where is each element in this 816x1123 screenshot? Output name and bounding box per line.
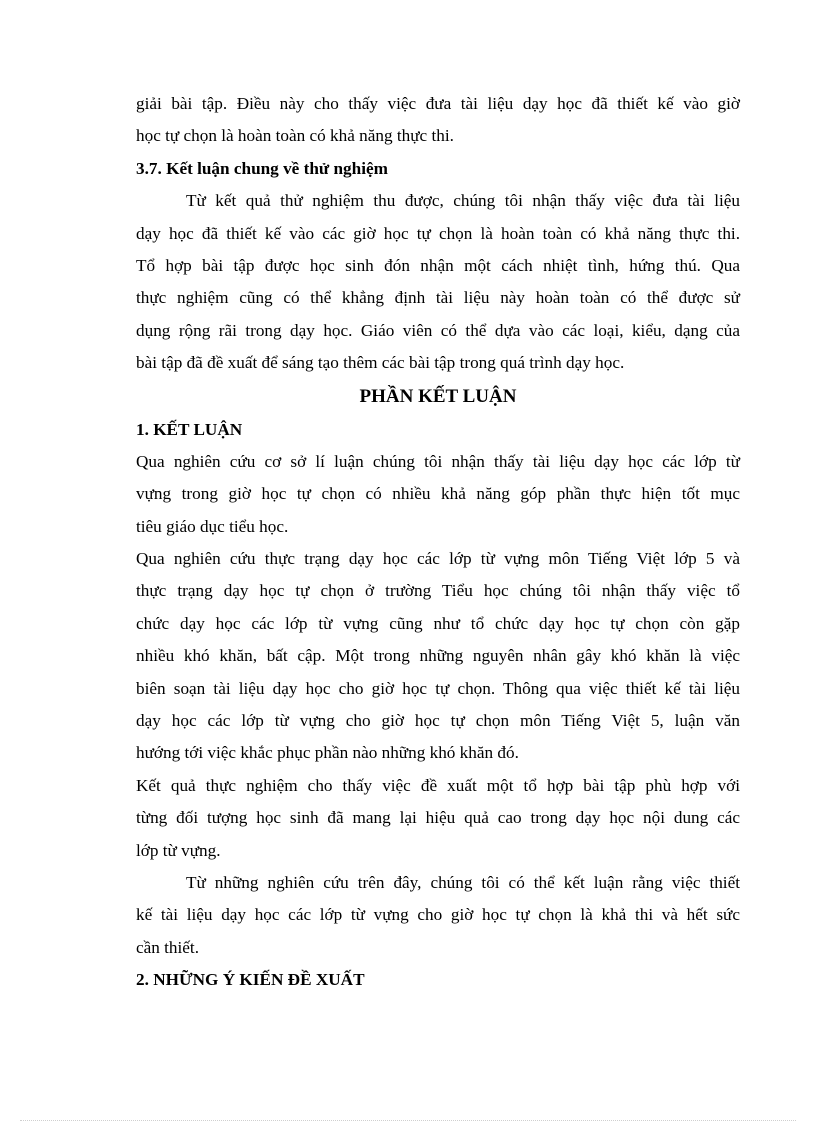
paragraph-line: tiêu giáo dục tiểu học. <box>136 516 289 536</box>
section-heading-2: 2. NHỮNG Ý KIẾN ĐỀ XUẤT <box>136 970 365 990</box>
paragraph-line: thực nghiệm cũng có thể khẳng định tài liệu này hoàn toàn có thể được sử <box>136 288 740 308</box>
paragraph-line: Từ kết quả thử nghiệm thu được, chúng tôi nhận thấy việc đưa tài liệu <box>186 191 740 211</box>
paragraph-line: bài tập đã đề xuất để sáng tạo thêm các bài tập trong quá trình dạy học. <box>136 353 625 373</box>
paragraph-line: lớp từ vựng. <box>136 840 221 860</box>
paragraph-line: biên soạn tài liệu dạy học cho giờ học tự chọn. Thông qua việc thiết kế tài liệu <box>136 678 740 698</box>
paragraph-line: Từ những nghiên cứu trên đây, chúng tôi có thể kết luận rằng việc thiết <box>186 872 740 892</box>
paragraph-line: dạy học đã thiết kế vào các giờ học tự chọn là hoàn toàn có khả năng thực thi. <box>136 223 740 243</box>
paragraph-line: nhiều khó khăn, bất cập. Một trong những nguyên nhân gây khó khăn là việc <box>136 646 740 666</box>
paragraph-line: kế tài liệu dạy học các lớp từ vựng cho giờ học tự chọn là khả thi và hết sức <box>136 905 740 925</box>
paragraph-line: hướng tới việc khắc phục phần nào những khó khăn đó. <box>136 743 519 763</box>
paragraph-line: cần thiết. <box>136 937 199 957</box>
paragraph-line: thực trạng dạy học tự chọn ở trường Tiểu học chúng tôi nhận thấy việc tổ <box>136 581 740 601</box>
section-heading-1: 1. KẾT LUẬN <box>136 419 243 439</box>
paragraph-line: dạy học các lớp từ vựng cho giờ học tự chọn môn Tiếng Việt 5, luận văn <box>136 711 740 731</box>
paragraph-line: từng đối tượng học sinh đã mang lại hiệu quả cao trong dạy học nội dung các <box>136 808 740 828</box>
paragraph-line: học tự chọn là hoàn toàn có khả năng thực thi. <box>136 126 454 146</box>
paragraph-line: Tổ hợp bài tập được học sinh đón nhận một cách nhiệt tình, hứng thú. Qua <box>136 255 740 275</box>
paragraph-line: Qua nghiên cứu thực trạng dạy học các lớp từ vựng môn Tiếng Việt lớp 5 và <box>136 549 740 569</box>
part-title: PHẦN KẾT LUẬN <box>359 385 517 407</box>
paragraph-line: dụng rộng rãi trong dạy học. Giáo viên có thể dựa vào các loại, kiểu, dạng của <box>136 320 740 340</box>
paragraph-line: chức dạy học các lớp từ vựng cũng như tổ chức dạy học tự chọn còn gặp <box>136 613 740 633</box>
paragraph-line: giải bài tập. Điều này cho thấy việc đưa tài liệu dạy học đã thiết kế vào giờ <box>136 94 740 113</box>
section-heading-3-7: 3.7. Kết luận chung về thử nghiệm <box>136 158 388 178</box>
document-page <box>136 88 740 997</box>
page-bottom-rule <box>20 1120 796 1121</box>
paragraph-line: Qua nghiên cứu cơ sở lí luận chúng tôi nhận thấy tài liệu dạy học các lớp từ <box>136 451 740 471</box>
paragraph-line: Kết quả thực nghiệm cho thấy việc đề xuất một tổ hợp bài tập phù hợp với <box>136 775 740 795</box>
paragraph-line: vựng trong giờ học tự chọn có nhiều khả năng góp phần thực hiện tốt mục <box>136 484 740 504</box>
